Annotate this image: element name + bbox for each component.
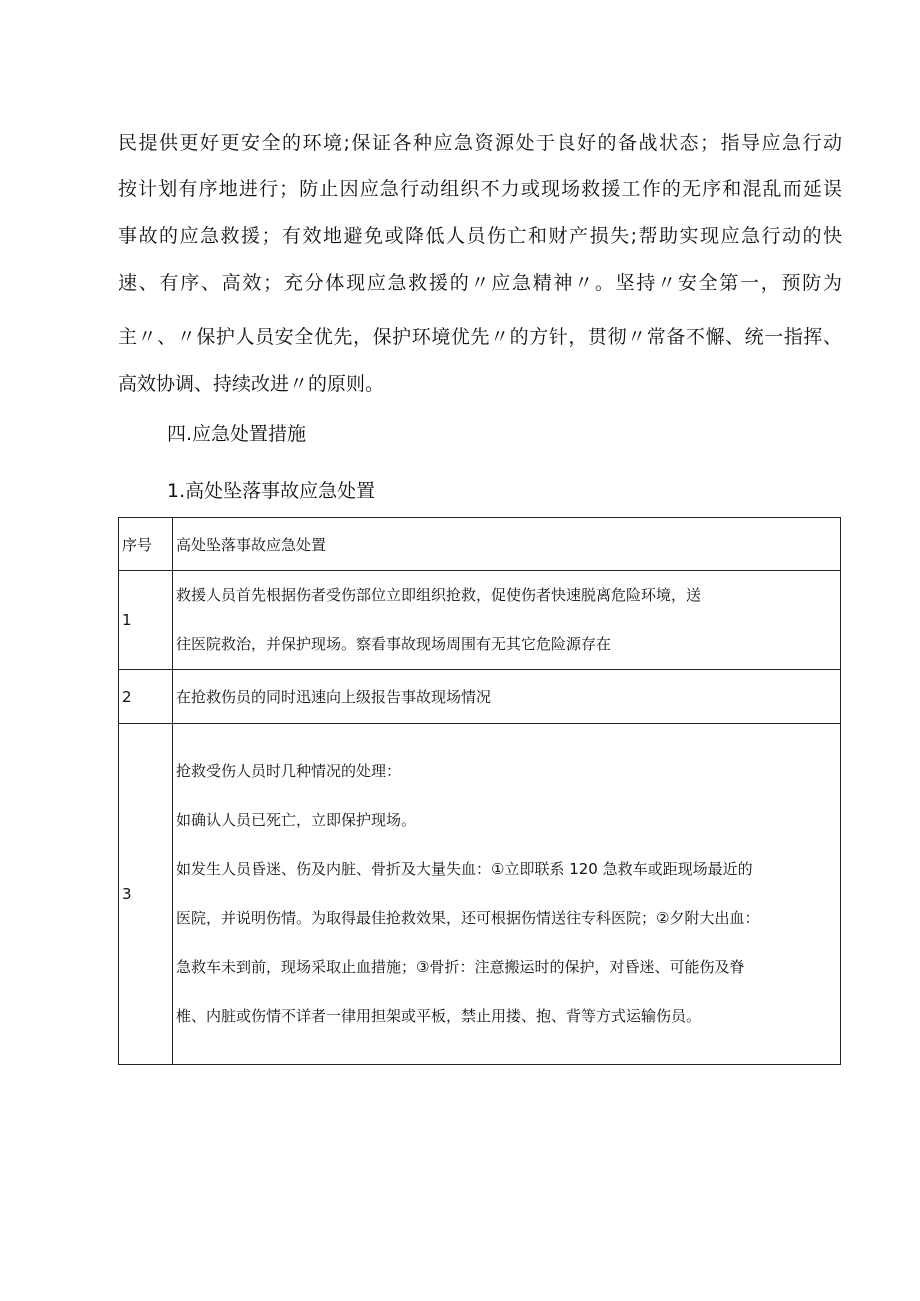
- table-row: [119, 670, 841, 724]
- paragraph-line: 民提供更好更安全的环境;保证各种应急资源处于良好的备战状态；指导应急行动: [118, 132, 842, 154]
- section-heading: 四.应急处置措施: [167, 423, 307, 445]
- subsection-heading: 1.高处坠落事故应急处置: [167, 480, 376, 502]
- row-content-line: 抢救受伤人员时几种情况的处理：: [176, 762, 402, 780]
- table-header-row: [119, 518, 841, 571]
- header-seq: 序号: [119, 518, 173, 571]
- table-row: [119, 571, 841, 670]
- paragraph-line: 事故的应急救援；有效地避免或降低人员伤亡和财产损失;帮助实现应急行动的快: [118, 225, 842, 247]
- paragraph-line: 速、有序、高效；充分体现应急救援的〃应急精神〃。坚持〃安全第一，预防为: [118, 272, 842, 294]
- row-seq: 3: [119, 724, 173, 1065]
- emergency-measures-table: [118, 517, 841, 1065]
- row-content-line: 救援人员首先根据伤者受伤部位立即组织抢救，促使伤者快速脱离危险环境，送: [176, 586, 702, 604]
- row-content: [173, 724, 841, 1065]
- row-content-line: 医院，并说明伤情。为取得最佳抢救效果，还可根据伤情送往专科医院；②夕附大出血：: [176, 909, 760, 927]
- paragraph-line: 主〃、〃保护人员安全优先，保护环境优先〃的方针，贯彻〃常备不懈、统一指挥、: [118, 326, 842, 348]
- row-content-line: 往医院救治，并保护现场。察看事故现场周围有无其它危险源存在: [176, 635, 612, 653]
- row-content-line: 如发生人员昏迷、伤及内脏、骨折及大量失血：①立即联系 120 急救车或距现场最近的: [176, 860, 753, 878]
- paragraph-line: 按计划有序地进行；防止因应急行动组织不力或现场救援工作的无序和混乱而延误: [118, 178, 842, 200]
- row-content: [173, 670, 841, 724]
- header-measures: 高处坠落事故应急处置: [173, 518, 841, 571]
- paragraph-line: 高效协调、持续改进〃的原则。: [118, 373, 385, 395]
- row-content: [173, 571, 841, 670]
- table-row: [119, 724, 841, 1065]
- row-seq: 1: [119, 571, 173, 670]
- row-content-line: 在抢救伤员的同时迅速向上级报告事故现场情况: [176, 687, 492, 706]
- row-content-line: 如确认人员已死亡，立即保护现场。: [176, 811, 417, 829]
- row-seq: 2: [119, 670, 173, 724]
- row-content-line: 椎、内脏或伤情不详者一律用担架或平板，禁止用搂、抱、背等方式运输伤员。: [176, 1007, 702, 1025]
- row-content-line: 急救车未到前，现场采取止血措施；③骨折：注意搬运时的保护，对昏迷、可能伤及脊: [176, 958, 745, 976]
